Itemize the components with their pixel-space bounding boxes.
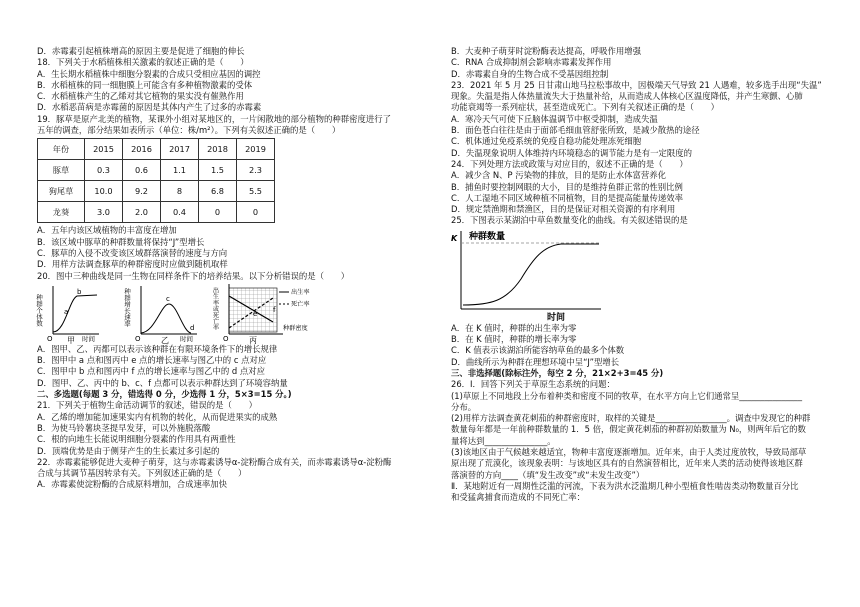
q19-option-d: D．用样方法调查豚草的种群密度时应做到随机取样 xyxy=(37,259,228,270)
q24-option-a: A．减少含 N、P 污染物的排放，目的是防止水体富营养化 xyxy=(451,170,666,181)
table-cell: 10.0 xyxy=(85,181,123,202)
q25-option-d: D．曲线所示为种群在理想环境中呈“J”型增长 xyxy=(451,356,620,367)
figure-jia xyxy=(35,286,99,345)
table-cell: 龙葵 xyxy=(38,202,85,223)
yi-curve xyxy=(141,304,191,333)
q22-stem-line2: 合成与其调节基因转录有关。下列叙述正确的是（ ） xyxy=(37,468,247,479)
table-cell: 0.6 xyxy=(123,160,161,181)
q26-part2-line3: 量将达到_______________。 xyxy=(451,435,556,446)
k-x-label: 时间 xyxy=(547,312,566,323)
q21-option-a: A．乙烯的增加能加速果实内有机物的转化，从而促进果实的成熟 xyxy=(37,411,278,422)
bing-caption: 丙 xyxy=(249,335,257,345)
q22-stem-line1: 22．赤霉素能够促进大麦种子萌芽，这与赤霉素诱导α-淀粉酶合成有关，而赤霉素诱导α-淀粉酶 xyxy=(37,456,392,467)
q26-part3-line2: 原出现了荒漠化，该现象表明：与该地区具有的自然演替相比，近年来人类的活动使得该地区群 xyxy=(451,458,803,469)
q21-option-c: C．根的向地生长能说明细胞分裂素的作用具有两重性 xyxy=(37,434,236,445)
q23-option-b: B．面色苍白往往是由于面部毛细血管舒张所致，是减少散热的途径 xyxy=(451,125,700,136)
jia-point-b: b xyxy=(77,287,82,296)
table-cell: 2.3 xyxy=(237,160,275,181)
q24-option-b: B．捕鱼时要控制网眼的大小，目的是维持鱼群正常的性别比例 xyxy=(451,181,683,192)
q18-stem: 18．下列关于水稻植株相关激素的叙述正确的是（ ） xyxy=(37,57,249,68)
bing-point-e: e xyxy=(253,309,258,318)
q26-part2-line2: 数量每年都是一年前种群数量的 1．5 倍，假定黄花刺茄的种群初始数量为 N₀，则两年后它的数 xyxy=(451,424,806,435)
q20-figure-svg xyxy=(37,282,337,344)
yi-x-label: 时间 xyxy=(180,334,193,343)
q18-option-c: C．水稻植株产生的乙烯对其它植物的果实没有催熟作用 xyxy=(37,91,244,102)
table-cell: 2015 xyxy=(85,139,123,160)
q23-stem-line1: 23．2021 年 5 月 25 日甘肃山地马拉松事故中，因极端天气导致 21 人遇难，较多选手出现“失温” xyxy=(451,79,822,90)
q26-part1-line2: 分布。 xyxy=(451,401,477,412)
q25-stem: 25．下图表示某湖泊中草鱼数量变化的曲线。有关叙述错误的是 xyxy=(451,215,688,226)
q19-option-b: B．该区域中豚草的种群数量将保持“J”型增长 xyxy=(37,236,205,247)
q25-figure xyxy=(451,229,836,321)
table-cell: 2016 xyxy=(123,139,161,160)
q26-part4-line1: Ⅱ．某地附近有一周期性泛滥的河流，下表为洪水泛滥期几种小型植食性啮齿类动物数量百分比 xyxy=(451,480,799,491)
q24-option-d: D．规定禁渔期和禁渔区，目的是保证对相关资源的有序利用 xyxy=(451,204,676,215)
q22-option-b: B．大麦种子萌芽时淀粉酶表达提高，呼吸作用增强 xyxy=(451,46,641,56)
jia-origin: O xyxy=(47,334,53,343)
k-y-label: 种群数量 xyxy=(469,231,506,242)
q20-option-b: B．图甲中 a 点和图丙中 e 点的增长速率与图乙中的 c 点对应 xyxy=(37,355,267,366)
table-cell: 0 xyxy=(199,202,237,223)
table-cell: 9.2 xyxy=(123,181,161,202)
q22-option-a: A．赤霉素使淀粉酶的合成原料增加，合成速率加快 xyxy=(37,479,227,490)
table-row xyxy=(38,181,275,202)
figure-bing xyxy=(212,284,310,345)
q23-stem-line2: 现象。失温是指人体热量流失大于热量补给，从而造成人体核心区温度降低，并产生寒颤、心肺 xyxy=(451,91,803,102)
q19-option-c: C．豚草的入侵不改变该区域群落演替的速度与方向 xyxy=(37,247,228,258)
q17-option-d: D．赤霉素引起植株增高的原因主要是促进了细胞的伸长 xyxy=(37,46,245,56)
q25-option-b: B．在 K 值时，种群的增长率为零 xyxy=(451,334,577,345)
q18-option-d: D．水稻恶苗病是赤霉菌的原因是其体内产生了过多的赤霉素 xyxy=(37,102,262,113)
table-cell: 2.0 xyxy=(123,202,161,223)
yi-y-label: 种群增长速率 xyxy=(123,287,131,327)
table-cell: 6.8 xyxy=(199,181,237,202)
legend-death-label: 死亡率 xyxy=(291,300,310,308)
table-cell: 1.1 xyxy=(161,160,199,181)
q26-part3-line1: (3)该地区由于气候越来越适宜，物种丰富度逐渐增加。近年来，由于人类过度放牧，导致局部草 xyxy=(451,447,807,458)
k-s-curve xyxy=(463,244,599,305)
q23-option-d: D．失温现象说明人体维持内环境稳态的调节能力是有一定限度的 xyxy=(451,147,692,158)
table-cell: 豚草 xyxy=(38,160,85,181)
table-cell: 8 xyxy=(161,181,199,202)
q24-option-c: C．人工湿地不同区域种植不同植物，目的是提高能量传递效率 xyxy=(451,192,683,203)
section-2-heading: 二、多选题(每题 3 分，错选得 0 分，少选得 1 分，5×3=15 分。) xyxy=(37,389,292,400)
yi-origin: O xyxy=(135,334,141,343)
yi-point-c: c xyxy=(166,294,170,303)
q24-stem: 24．下列处理方法或政策与对应目的，叙述不正确的是（ ） xyxy=(451,158,688,169)
q19-option-a: A．五年内该区域植物的丰富度在增加 xyxy=(37,225,177,236)
yi-caption: 乙 xyxy=(161,335,169,345)
table-cell: 0.3 xyxy=(85,160,123,181)
q20-option-c: C．图甲中 b 点和图丙中 f 点的增长速率与图乙中的 d 点对应 xyxy=(37,366,266,377)
yi-point-d: d xyxy=(190,323,195,332)
q23-stem-line3: 功能衰竭等一系列症状，甚至造成死亡。下列有关叙述正确的是（ ） xyxy=(451,102,719,113)
q19-density-table xyxy=(37,138,275,223)
table-cell: 3.0 xyxy=(85,202,123,223)
q25-option-c: C．K 值表示该湖泊所能容纳草鱼的最多个体数 xyxy=(451,345,625,356)
q20-figures xyxy=(37,282,422,344)
q23-option-c: C．机体通过免疫系统的免疫自稳功能处理冻死细胞 xyxy=(451,136,642,147)
q22-option-d: D．赤霉素自身的生物合成不受基因组控制 xyxy=(451,68,609,79)
jia-caption: 甲 xyxy=(67,335,75,345)
q26-part4-line2: 和受猛禽捕食而造成的不同死亡率： xyxy=(451,492,585,503)
jia-curve xyxy=(53,295,97,332)
table-row xyxy=(38,160,275,181)
table-row xyxy=(38,202,275,223)
bing-point-f: f xyxy=(273,305,276,314)
jia-x-label: 时间 xyxy=(82,334,95,343)
q25-option-a: A．在 K 值时，种群的出生率为零 xyxy=(451,322,577,333)
jia-point-a: a xyxy=(64,307,69,316)
table-cell: 2018 xyxy=(199,139,237,160)
q19-stem-line1: 19．豚草是原产北美的植物，某课外小组对某地区的，一片闲散地的部分植物的种群密度进行了 xyxy=(37,113,392,124)
table-cell: 0.4 xyxy=(161,202,199,223)
legend-birth-label: 出生率 xyxy=(291,288,310,296)
table-cell: 0 xyxy=(237,202,275,223)
q21-option-d: D．顶端优势是由于侧芽产生的生长素过多引起的 xyxy=(37,445,220,456)
bing-y-label: 出生率或死亡率 xyxy=(211,286,219,331)
q26-part2-line1: (2)用样方法调查黄花刺茄的种群密度时，取样的关键是_________________。调查中发现它的种群 xyxy=(451,413,811,424)
q25-figure-svg xyxy=(451,229,611,321)
q23-option-a: A．寒冷天气可使下丘脑体温调节中枢受抑制，造成失温 xyxy=(451,113,658,124)
table-cell: 狗尾草 xyxy=(38,181,85,202)
right-column xyxy=(451,0,836,504)
table-cell: 5.5 xyxy=(237,181,275,202)
q20-stem: 20．图中三种曲线是同一生物在同样条件下的培养结果。以下分析错误的是（ ） xyxy=(37,270,350,281)
q19-stem-line2: 五年的调查，部分结果如表所示（单位：株/m²）。下列有关叙述正确的是（ ） xyxy=(37,125,341,136)
table-cell: 1.5 xyxy=(199,160,237,181)
table-cell: 2017 xyxy=(161,139,199,160)
q22-option-c: C．RNA 合成抑制剂会影响赤霉素发挥作用 xyxy=(451,57,612,68)
q26-part1-line1: (1)草原上不同地段上分布着种类和密度不同的牧草，在水平方向上它们通常呈_______________ xyxy=(451,390,803,401)
jia-y-label: 种群个体数 xyxy=(35,293,43,327)
section-3-heading: 三、非选择题(除标注外，每空 2 分，21×2+3=45 分) xyxy=(451,367,664,378)
q20-option-a: A．图甲、乙、丙都可以表示该种群在有限环境条件下的增长规律 xyxy=(37,343,278,354)
table-header-row xyxy=(38,139,275,160)
table-cell: 年份 xyxy=(38,139,85,160)
left-column xyxy=(37,0,422,491)
q26-intro: 26．Ⅰ．回答下列关于草原生态系统的问题： xyxy=(451,379,615,390)
q18-option-a: A．生长期水稻植株中细胞分裂素的合成只受相应基因的调控 xyxy=(37,68,261,79)
q26-part3-line3: 落演替的方向____（填“发生改变”或“未发生改变”） xyxy=(451,469,645,480)
k-label: K xyxy=(451,233,458,243)
q21-option-b: B．为使马铃薯块茎提早发芽，可以外施脱落酸 xyxy=(37,422,211,433)
table-cell: 2019 xyxy=(237,139,275,160)
bing-origin: O xyxy=(223,334,229,343)
q18-option-b: B．水稻植株的同一细胞膜上可能含有多种植物激素的受体 xyxy=(37,79,253,90)
q20-option-d: D．图甲、乙、丙中的 b、c、f 点都可以表示种群达到了环境容纳量 xyxy=(37,377,288,388)
figure-yi xyxy=(123,286,197,345)
bing-x-label: 种群密度 xyxy=(283,324,308,332)
q21-stem: 21．下列关于植物生命活动调节的叙述，错误的是（ ） xyxy=(37,400,258,411)
